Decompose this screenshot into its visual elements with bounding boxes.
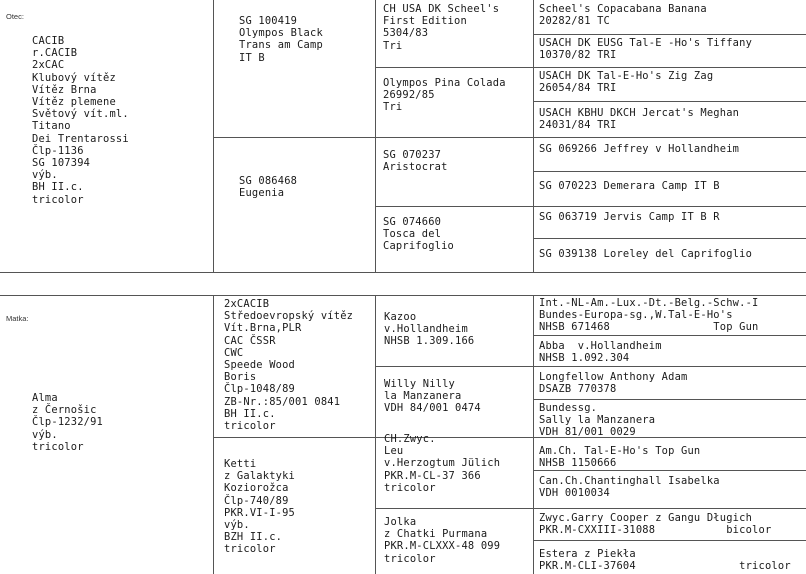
pedigree-line: Bundessg. bbox=[539, 402, 598, 414]
pedigree-line: Jolka bbox=[384, 516, 417, 528]
pedigree-line: VDH 84/001 0474 bbox=[384, 402, 481, 415]
pedigree-line: ZB-Nr.:85/001 0841 bbox=[224, 395, 341, 408]
pedigree-line: Sally la Manzanera bbox=[539, 414, 656, 427]
pedigree-line: CWC bbox=[224, 346, 244, 359]
pedigree-line: Olympos Black bbox=[239, 27, 323, 40]
pedigree-line: NHSB 1150666 bbox=[539, 457, 617, 470]
pedigree-line: SG 086468 bbox=[239, 175, 298, 187]
pedigree-line: Tri bbox=[383, 39, 403, 52]
mother-gen3-divider-7 bbox=[533, 540, 806, 541]
mother-col-divider-1 bbox=[213, 295, 214, 574]
father-col-divider-3 bbox=[533, 0, 534, 272]
pedigree-line: CACIB bbox=[32, 35, 65, 47]
pedigree-line: Trans am Camp bbox=[239, 39, 323, 52]
pedigree-line: First Edition bbox=[383, 15, 467, 28]
mother-dss-cell bbox=[539, 445, 804, 469]
father-sss-cell bbox=[539, 3, 804, 27]
pedigree-line: Titano bbox=[32, 120, 71, 133]
pedigree-line: PKR.M-CXXIII-31088 bicolor bbox=[539, 524, 772, 537]
pedigree-line: BH II.c. bbox=[32, 181, 84, 194]
pedigree-line: Can.Ch.Chantinghall Isabelka bbox=[539, 475, 720, 487]
pedigree-line: USACH DK Tal-E-Ho's Zig Zag bbox=[539, 70, 714, 82]
pedigree-line: Longfellow Anthony Adam bbox=[539, 371, 688, 383]
mother-gen3-divider-2 bbox=[533, 366, 806, 367]
pedigree-line: Člp-740/89 bbox=[224, 494, 289, 507]
pedigree-line: SG 100419 bbox=[239, 15, 298, 27]
pedigree-line: Člp-1232/91 bbox=[32, 416, 104, 429]
mother-sds-cell bbox=[539, 371, 804, 395]
mother-dd-cell bbox=[384, 516, 531, 565]
pedigree-line: Boris bbox=[224, 371, 257, 384]
mother-dam-cell bbox=[224, 458, 374, 556]
pedigree-line: Scheel's Copacabana Banana bbox=[539, 3, 707, 15]
mother-gen1-divider bbox=[213, 437, 375, 438]
father-sire-cell bbox=[239, 15, 373, 64]
father-label: Otec: bbox=[6, 12, 24, 21]
father-gen3-divider-2 bbox=[533, 67, 806, 68]
pedigree-line: Tosca del bbox=[383, 228, 442, 241]
pedigree-line: Vít.Brna,PLR bbox=[224, 322, 302, 335]
pedigree-line: v.Herzogtum Jülich bbox=[384, 457, 501, 470]
pedigree-line: z Galaktyki bbox=[224, 470, 296, 483]
pedigree-line: tricolor bbox=[384, 481, 436, 494]
father-ss-cell bbox=[383, 3, 531, 52]
father-dam-cell bbox=[239, 175, 373, 199]
pedigree-line: SG 069266 Jeffrey v Hollandheim bbox=[539, 143, 740, 155]
pedigree-line: tricolor bbox=[32, 440, 84, 453]
father-col-divider-1 bbox=[213, 0, 214, 272]
pedigree-line: Vítěz Brna bbox=[32, 83, 97, 96]
father-gen3-divider-5 bbox=[533, 171, 806, 172]
pedigree-line: 10370/82 TRI bbox=[539, 49, 617, 62]
pedigree-line: SG 063719 Jervis Camp IT B R bbox=[539, 211, 720, 223]
pedigree-line: Am.Ch. Tal-E-Ho's Top Gun bbox=[539, 445, 701, 457]
father-gen3-divider-4 bbox=[533, 137, 806, 138]
father-gen2-divider-a bbox=[375, 67, 533, 68]
pedigree-line: tricolor bbox=[32, 193, 84, 206]
pedigree-line: la Manzanera bbox=[384, 390, 462, 403]
pedigree-line: tricolor bbox=[224, 543, 276, 556]
pedigree-line: PKR.VI-I-95 bbox=[224, 506, 296, 519]
father-sdd-cell bbox=[539, 107, 804, 131]
pedigree-line: BZH II.c. bbox=[224, 531, 283, 544]
pedigree-line: 26992/85 bbox=[383, 89, 435, 102]
pedigree-line: BH II.c. bbox=[224, 407, 276, 420]
pedigree-line: Abba v.Hollandheim bbox=[539, 340, 662, 352]
mother-sdd-cell bbox=[539, 402, 804, 439]
pedigree-line: VDH 81/001 0029 bbox=[539, 426, 636, 439]
pedigree-line: Estera z Piekła bbox=[539, 548, 636, 560]
father-dsd-cell bbox=[539, 180, 804, 192]
father-gen2-divider-c bbox=[375, 206, 533, 207]
pedigree-line: Člp-1136 bbox=[32, 144, 84, 157]
pedigree-line: Aristocrat bbox=[383, 161, 448, 174]
pedigree-line: Tri bbox=[383, 101, 403, 114]
pedigree-line: PKR.M-CL-37 366 bbox=[384, 469, 481, 482]
pedigree-line: SG 074660 bbox=[383, 216, 442, 228]
pedigree-line: Středoevropský vítěz bbox=[224, 310, 354, 323]
father-gen3-divider-3 bbox=[533, 101, 806, 102]
pedigree-line: r.CACIB bbox=[32, 47, 78, 60]
pedigree-line: USACH KBHU DKCH Jercat's Meghan bbox=[539, 107, 740, 119]
pedigree-line: SG 070237 bbox=[383, 149, 442, 161]
pedigree-line: CAC ČSSR bbox=[224, 334, 276, 347]
pedigree-line: 26054/84 TRI bbox=[539, 82, 617, 95]
mother-sd-cell bbox=[384, 378, 531, 415]
pedigree-line: Alma bbox=[32, 392, 58, 404]
mother-gen3-divider-1 bbox=[533, 335, 806, 336]
mother-col-divider-2 bbox=[375, 295, 376, 574]
mother-sss-cell bbox=[539, 297, 804, 334]
father-ds-cell bbox=[383, 149, 531, 173]
pedigree-line: Olympos Pina Colada bbox=[383, 77, 506, 89]
pedigree-line: Ketti bbox=[224, 458, 257, 470]
pedigree-line: Dei Trentarossi bbox=[32, 132, 129, 145]
pedigree-line: Eugenia bbox=[239, 187, 285, 200]
pedigree-line: Člp-1048/89 bbox=[224, 383, 296, 396]
pedigree-line: výb. bbox=[32, 428, 58, 441]
pedigree-line: Světový vít.ml. bbox=[32, 108, 129, 121]
pedigree-line: výb. bbox=[224, 519, 250, 532]
pedigree-line: 24031/84 TRI bbox=[539, 119, 617, 132]
mother-sire-cell bbox=[224, 298, 374, 432]
pedigree-line: Koziorožca bbox=[224, 482, 289, 495]
mother-gen3-divider-5 bbox=[533, 470, 806, 471]
pedigree-line: SG 107394 bbox=[32, 157, 91, 170]
mother-top-border bbox=[0, 295, 806, 296]
pedigree-line: IT B bbox=[239, 51, 265, 64]
father-gen2-divider-b bbox=[375, 137, 533, 138]
pedigree-line: výb. bbox=[32, 169, 58, 182]
pedigree-line: Bundes-Europa-sg.,W.Tal-E-Ho's bbox=[539, 309, 733, 322]
pedigree-line: SG 039138 Loreley del Caprifoglio bbox=[539, 248, 753, 260]
pedigree-line: NHSB 1.092.304 bbox=[539, 352, 630, 365]
father-dss-cell bbox=[539, 143, 804, 155]
mother-col-divider-3 bbox=[533, 295, 534, 574]
pedigree-line: Willy Nilly bbox=[384, 378, 456, 390]
pedigree-line: tricolor bbox=[224, 420, 276, 433]
pedigree-line: z Černošic bbox=[32, 404, 97, 417]
pedigree-line: Kazoo bbox=[384, 311, 417, 323]
father-ddd-cell bbox=[539, 248, 804, 260]
pedigree-line: NHSB 671468 Top Gun bbox=[539, 321, 759, 334]
father-gen3-divider-7 bbox=[533, 238, 806, 239]
father-gen3-divider-6 bbox=[533, 206, 806, 207]
pedigree-line: SG 070223 Demerara Camp IT B bbox=[539, 180, 720, 192]
pedigree-line: Speede Wood bbox=[224, 359, 296, 372]
pedigree-line: PKR.M-CLI-37604 tricolor bbox=[539, 560, 791, 573]
pedigree-line: Caprifoglio bbox=[383, 240, 455, 253]
pedigree-line: v.Hollandheim bbox=[384, 323, 468, 336]
mother-gen2-divider-a bbox=[375, 366, 533, 367]
father-gen3-divider-1 bbox=[533, 34, 806, 35]
father-gen1-divider bbox=[213, 137, 375, 138]
pedigree-line: z Chatki Purmana bbox=[384, 528, 488, 541]
pedigree-line: DSAZB 770378 bbox=[539, 383, 617, 396]
pedigree-line: VDH 0010034 bbox=[539, 487, 611, 500]
pedigree-line: NHSB 1.309.166 bbox=[384, 335, 475, 348]
pedigree-line: PKR.M-CLXXX-48 099 bbox=[384, 540, 501, 553]
mother-ds-cell bbox=[384, 433, 531, 494]
pedigree-line: CH USA DK Scheel's bbox=[383, 3, 500, 15]
father-bottom-border bbox=[0, 272, 806, 273]
father-sds-cell bbox=[539, 70, 804, 94]
pedigree-line: USACH DK EUSG Tal-E -Ho's Tiffany bbox=[539, 37, 753, 49]
pedigree-line: Klubový vítěz bbox=[32, 71, 116, 84]
pedigree-line: tricolor bbox=[384, 552, 436, 565]
pedigree-line: CH.Zwyc. bbox=[384, 433, 436, 445]
mother-gen3-divider-6 bbox=[533, 508, 806, 509]
pedigree-line: 2xCACIB bbox=[224, 298, 270, 310]
father-sd-cell bbox=[383, 77, 531, 114]
father-dd-cell bbox=[383, 216, 531, 253]
father-ssd-cell bbox=[539, 37, 804, 61]
pedigree-line: 2xCAC bbox=[32, 59, 65, 72]
father-col-divider-2 bbox=[375, 0, 376, 272]
pedigree-line: Leu bbox=[384, 445, 404, 458]
mother-dsd-cell bbox=[539, 475, 804, 499]
pedigree-line: Vítěz plemene bbox=[32, 96, 116, 109]
pedigree-line: Zwyc.Garry Cooper z Gangu Długich bbox=[539, 512, 753, 524]
mother-ss-cell bbox=[384, 311, 531, 348]
father-cell bbox=[32, 35, 210, 206]
father-dds-cell bbox=[539, 211, 804, 223]
mother-ddd-cell bbox=[539, 548, 804, 572]
mother-dds-cell bbox=[539, 512, 804, 536]
mother-label: Matka: bbox=[6, 314, 29, 323]
mother-ssd-cell bbox=[539, 340, 804, 364]
mother-cell bbox=[32, 392, 210, 453]
pedigree-line: 5304/83 bbox=[383, 27, 429, 40]
pedigree-line: 20282/81 TC bbox=[539, 15, 611, 28]
pedigree-line: Int.-NL-Am.-Lux.-Dt.-Belg.-Schw.-I bbox=[539, 297, 759, 309]
mother-gen2-divider-c bbox=[375, 508, 533, 509]
mother-gen3-divider-3 bbox=[533, 399, 806, 400]
